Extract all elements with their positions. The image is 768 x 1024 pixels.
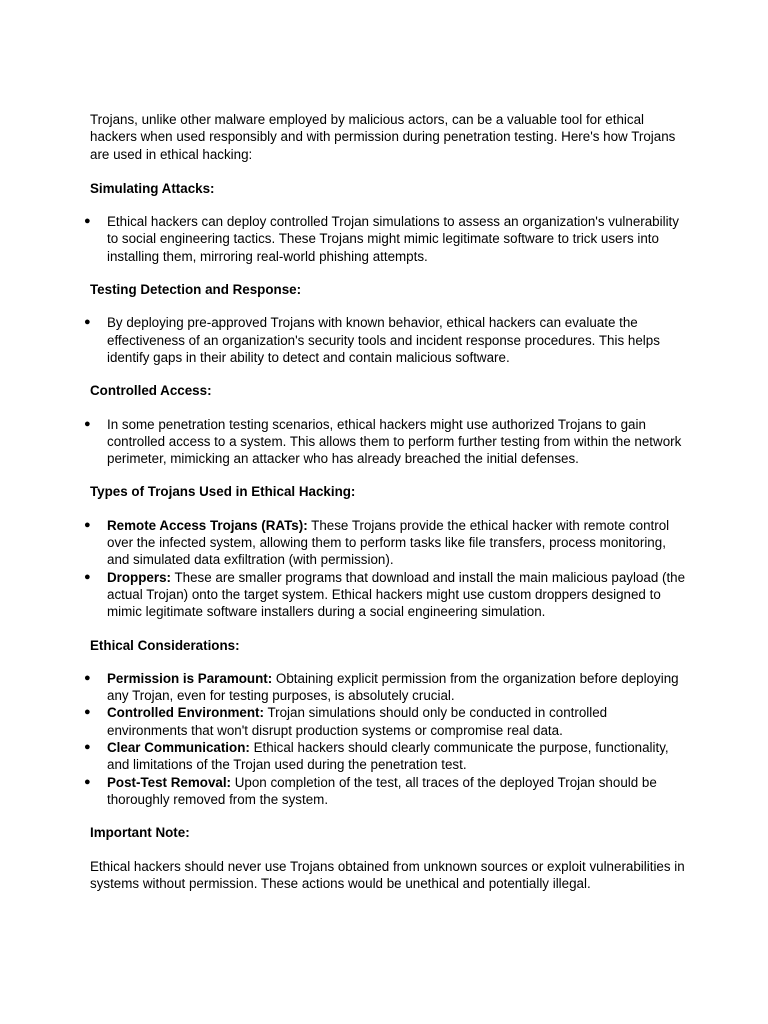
section-controlled-access [84,382,690,467]
list-item [84,704,690,739]
section-heading: Testing Detection and Response: [90,282,302,298]
bullet-icon: ● [84,775,91,788]
bullet-list [84,314,690,366]
section-important-note [90,824,690,892]
section-ethical-considerations [84,637,690,809]
list-item [84,314,690,366]
list-item-text: In some penetration testing scenarios, ethical hackers might use authorized Trojans to gain controlled access to a system. This allows them to perform further testing from within the network perimeter, mimicking an attacker who has already breached the initial defenses. [107,416,682,467]
section-heading: Simulating Attacks: [90,180,215,196]
list-item-text: Ethical hackers can deploy controlled Trojan simulations to assess an organization's vulnerability to social engineering tactics. These Trojans might mimic legitimate software to trick users into installing them, mirroring real-world phishing attempts. [107,214,679,264]
list-item-lead: Controlled Environment: [107,705,264,721]
bullet-icon: ● [84,518,91,531]
list-item [84,416,690,468]
section-heading: Important Note: [90,825,190,841]
bullet-list [84,213,690,265]
section-heading: Ethical Considerations: [90,637,240,653]
list-item-text: Upon completion of the test, all traces of the deployed Trojan should be thoroughly removed from the system. [107,774,657,807]
bullet-icon: ● [84,215,91,228]
bullet-icon: ● [84,741,91,754]
list-item [84,670,690,705]
note-paragraph: Ethical hackers should never use Trojans obtained from unknown sources or exploit vulnerabilities in systems without permission. These actions would be unethical and potentially illegal. [90,858,685,891]
bullet-list [84,670,690,808]
list-item-text: These Trojans provide the ethical hacker with remote control over the infected system, allowing them to perform tasks like file transfers, process monitoring, and simulated data exfiltration (with permission). [107,517,670,568]
bullet-icon: ● [84,316,91,329]
list-item [84,213,690,265]
list-item-lead: Permission is Paramount: [107,670,273,686]
bullet-icon: ● [84,570,91,583]
list-item-lead: Post-Test Removal: [107,774,232,790]
list-item [84,569,690,621]
list-item-lead: Remote Access Trojans (RATs): [107,517,308,533]
list-item-text: Trojan simulations should only be conducted in controlled environments that won't disrupt production systems or compromise real data. [107,705,608,738]
document-content [84,111,690,892]
list-item-lead: Droppers: [107,569,171,585]
list-item-text: By deploying pre-approved Trojans with known behavior, ethical hackers can evaluate the effectiveness of an organization's security tools and incident response procedures. This helps identify gaps in their ability to detect and contain malicious software. [107,315,660,365]
intro-paragraph: Trojans, unlike other malware employed by malicious actors, can be a valuable tool for ethical hackers when used responsibly and with permission during penetration testing. Here's how Trojans are used in ethical hacking: [90,112,676,162]
list-item-text: Ethical hackers should clearly communicate the purpose, functionality, and limitations of the Trojan used during the penetration test. [107,740,669,773]
section-heading: Types of Trojans Used in Ethical Hacking: [90,484,356,500]
list-item-text: These are smaller programs that download and install the main malicious payload (the actual Trojan) onto the target system. Ethical hackers might use custom droppers designed to mimic legitimate software installers during a social engineering simulation. [107,569,686,620]
section-testing-detection [84,281,690,366]
bullet-list [84,517,690,621]
list-item [84,774,690,809]
list-item [84,739,690,774]
bullet-icon: ● [84,417,91,430]
section-types-of-trojans [84,483,690,620]
list-item [84,517,690,569]
section-simulating-attacks [84,180,690,265]
section-heading: Controlled Access: [90,383,212,399]
bullet-icon: ● [84,706,91,719]
bullet-list [84,416,690,468]
list-item-text: Obtaining explicit permission from the organization before deploying any Trojan, even for testing purposes, is absolutely crucial. [107,670,679,704]
bullet-icon: ● [84,671,91,684]
list-item-lead: Clear Communication: [107,740,250,756]
